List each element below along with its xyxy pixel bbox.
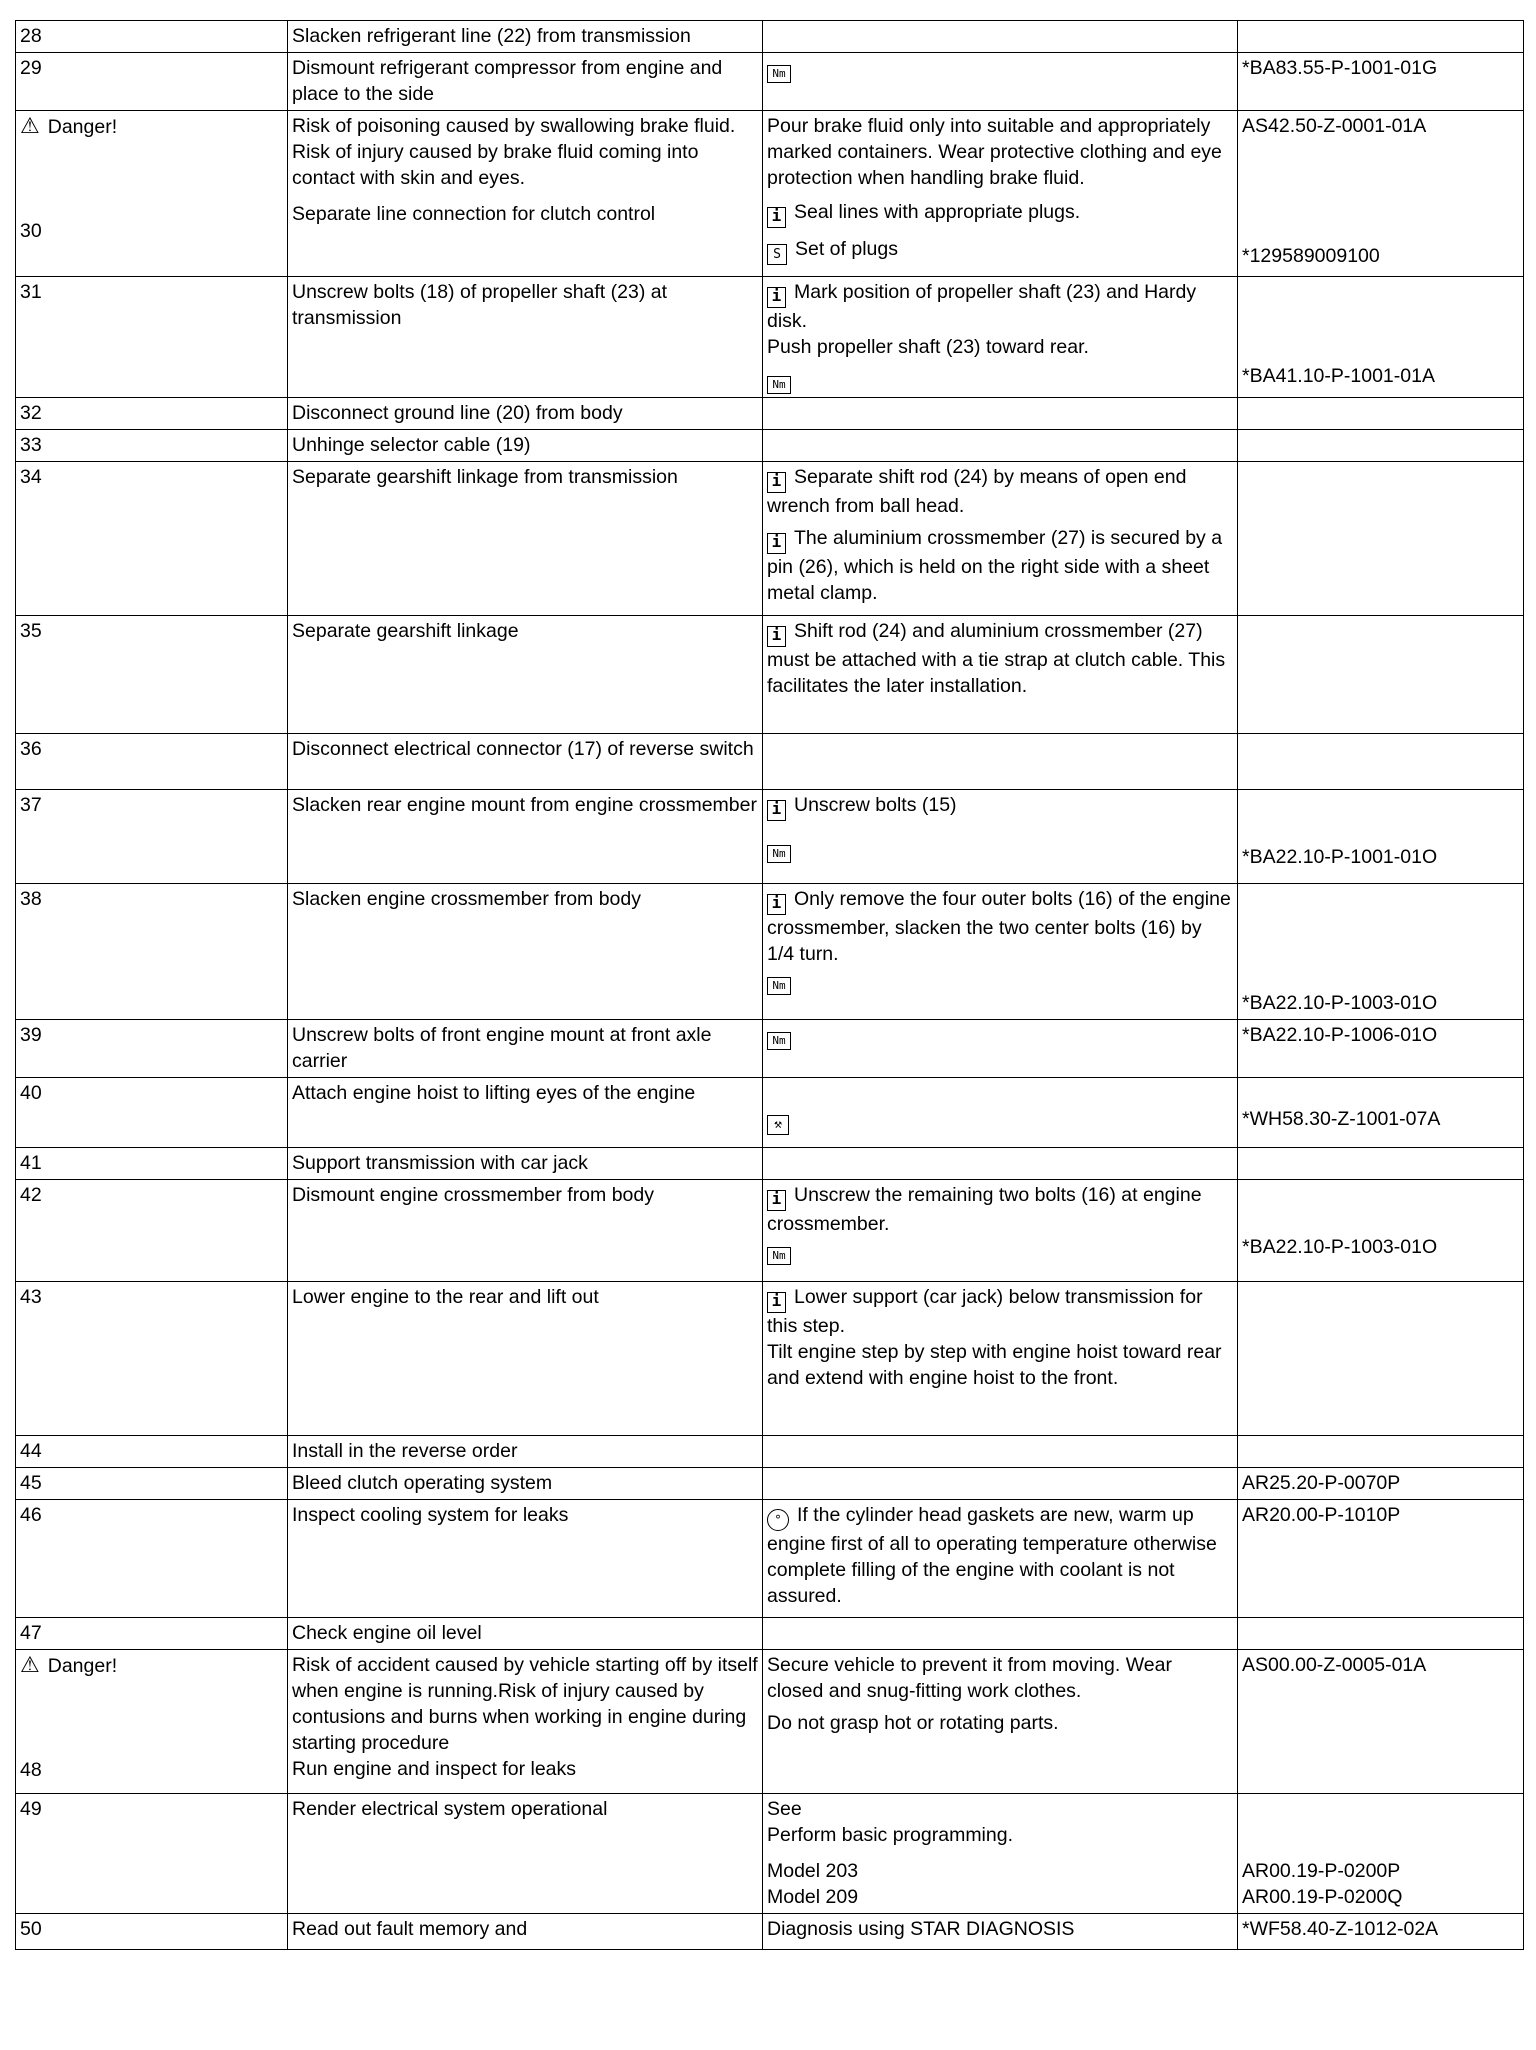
step-number: 48 <box>20 1759 42 1781</box>
procedure-table <box>15 20 1524 1950</box>
step-number: 37 <box>16 790 288 884</box>
model-label: Model 209 <box>767 1886 859 1908</box>
note-text: Mark position of propeller shaft (23) and Hardy disk. <box>767 281 1197 332</box>
step-number: 32 <box>16 398 288 430</box>
operation-text: Dismount engine crossmember from body <box>288 1180 763 1282</box>
step-number: 35 <box>16 616 288 734</box>
operation-text: Unhinge selector cable (19) <box>288 430 763 462</box>
danger-label: Danger! <box>47 116 118 138</box>
note-text: See <box>767 1798 802 1820</box>
step-number: 29 <box>16 53 288 111</box>
note-text: Lower support (car jack) below transmission for this step. <box>767 1286 1203 1337</box>
danger-label: Danger! <box>47 1655 118 1677</box>
engine-warm-icon: ° <box>767 1509 789 1531</box>
reference-link[interactable]: AR25.20-P-0070P <box>1238 1468 1524 1500</box>
table-row <box>16 111 1524 277</box>
operation-text: Slacken refrigerant line (22) from transmission <box>288 21 763 53</box>
operation-text: Install in the reverse order <box>288 1436 763 1468</box>
step-number: 31 <box>16 277 288 398</box>
operation-text: Slacken engine crossmember from body <box>288 884 763 1020</box>
step-number: 41 <box>16 1148 288 1180</box>
table-row <box>16 734 1524 790</box>
table-row <box>16 53 1524 111</box>
step-number: 45 <box>16 1468 288 1500</box>
operation-text: Separate line connection for clutch control <box>292 203 656 225</box>
table-row <box>16 1020 1524 1078</box>
step-number: 34 <box>16 462 288 616</box>
reference-link[interactable]: *BA22.10-P-1003-01O <box>1242 992 1438 1014</box>
operation-text: Unscrew bolts (18) of propeller shaft (23) at transmission <box>288 277 763 398</box>
reference-link[interactable]: *WF58.40-Z-1012-02A <box>1238 1914 1524 1950</box>
tool-part-number[interactable]: *129589009100 <box>1242 245 1380 267</box>
info-icon: i <box>767 1190 786 1211</box>
danger-warning-icon: ⚠ <box>20 113 40 138</box>
model-label: Model 203 <box>767 1860 859 1882</box>
table-row <box>16 462 1524 616</box>
operation-text: Unscrew bolts of front engine mount at front axle carrier <box>288 1020 763 1078</box>
step-number: 43 <box>16 1282 288 1436</box>
table-row <box>16 1180 1524 1282</box>
info-icon: i <box>767 1292 786 1313</box>
danger-note: Pour brake fluid only into suitable and appropriately marked containers. Wear protective clothing and eye protection when handling brake fluid. <box>767 115 1222 189</box>
reference-link[interactable]: AR00.19-P-0200P <box>1242 1860 1401 1882</box>
reference-link[interactable]: AR20.00-P-1010P <box>1238 1500 1524 1618</box>
torque-nm-icon: Nm <box>767 977 791 995</box>
table-row <box>16 790 1524 884</box>
table-row <box>16 1078 1524 1148</box>
operation-text: Render electrical system operational <box>288 1794 763 1914</box>
note-text: The aluminium crossmember (27) is secured by a pin (26), which is held on the right side with a sheet metal clamp. <box>767 527 1223 604</box>
operation-text: Slacken rear engine mount from engine crossmember <box>288 790 763 884</box>
reference-link[interactable]: *WH58.30-Z-1001-07A <box>1242 1108 1441 1130</box>
operation-text: Read out fault memory and <box>288 1914 763 1950</box>
torque-nm-icon: Nm <box>767 376 791 394</box>
reference-link[interactable]: AR00.19-P-0200Q <box>1242 1886 1403 1908</box>
table-row <box>16 1618 1524 1650</box>
step-number: 30 <box>20 220 42 242</box>
note-text: Unscrew the remaining two bolts (16) at engine crossmember. <box>767 1184 1202 1235</box>
special-tool-icon: S <box>767 244 787 265</box>
note-text: Shift rod (24) and aluminium crossmember (27) must be attached with a tie strap at clutch cable. This facilitates the later installation. <box>767 620 1226 697</box>
note-text: Unscrew bolts (15) <box>794 794 957 816</box>
operation-text: Support transmission with car jack <box>288 1148 763 1180</box>
operation-text: Disconnect electrical connector (17) of reverse switch <box>288 734 763 790</box>
table-row <box>16 616 1524 734</box>
info-icon: i <box>767 894 786 915</box>
info-icon: i <box>767 287 786 308</box>
table-row <box>16 884 1524 1020</box>
operation-text: Bleed clutch operating system <box>288 1468 763 1500</box>
operation-text: Run engine and inspect for leaks <box>292 1758 577 1780</box>
note-text: Perform basic programming. <box>767 1824 1013 1846</box>
note-text: Tilt engine step by step with engine hoist toward rear and extend with engine hoist to the front. <box>767 1341 1222 1389</box>
note-text: Separate shift rod (24) by means of open end wrench from ball head. <box>767 466 1187 517</box>
table-row <box>16 398 1524 430</box>
step-number: 40 <box>16 1078 288 1148</box>
table-row <box>16 1468 1524 1500</box>
table-row <box>16 1148 1524 1180</box>
reference-link[interactable]: *BA83.55-P-1001-01G <box>1238 53 1524 111</box>
engine-hoist-icon: ⚒ <box>767 1115 789 1135</box>
table-row <box>16 1500 1524 1618</box>
reference-link[interactable]: *BA22.10-P-1003-01O <box>1242 1236 1438 1258</box>
step-number: 44 <box>16 1436 288 1468</box>
reference-link[interactable]: *BA22.10-P-1001-01O <box>1242 846 1438 868</box>
step-number: 33 <box>16 430 288 462</box>
info-icon: i <box>767 533 786 554</box>
operation-text: Attach engine hoist to lifting eyes of the engine <box>288 1078 763 1148</box>
danger-note: Secure vehicle to prevent it from moving. Wear closed and snug-fitting work clothes. <box>767 1654 1172 1702</box>
info-icon: i <box>767 472 786 493</box>
note-text: Push propeller shaft (23) toward rear. <box>767 336 1089 358</box>
operation-text: Check engine oil level <box>288 1618 763 1650</box>
table-row <box>16 21 1524 53</box>
note-text: Only remove the four outer bolts (16) of the engine crossmember, slacken the two center bolts (16) by 1/4 turn. <box>767 888 1231 965</box>
note-text: Diagnosis using STAR DIAGNOSIS <box>763 1914 1238 1950</box>
step-number: 38 <box>16 884 288 1020</box>
operation-text: Dismount refrigerant compressor from engine and place to the side <box>288 53 763 111</box>
table-row <box>16 277 1524 398</box>
operation-text: Disconnect ground line (20) from body <box>288 398 763 430</box>
operation-text: Lower engine to the rear and lift out <box>288 1282 763 1436</box>
torque-nm-icon: Nm <box>767 65 791 83</box>
reference-link[interactable]: *BA41.10-P-1001-01A <box>1242 365 1435 387</box>
table-row <box>16 1436 1524 1468</box>
danger-text: Risk of poisoning caused by swallowing brake fluid. Risk of injury caused by brake fluid coming into contact with skin and eyes. <box>292 115 736 189</box>
danger-warning-icon: ⚠ <box>20 1652 40 1677</box>
torque-nm-icon: Nm <box>767 1247 791 1265</box>
info-icon: i <box>767 626 786 647</box>
operation-text: Inspect cooling system for leaks <box>288 1500 763 1618</box>
danger-note: Do not grasp hot or rotating parts. <box>767 1712 1059 1734</box>
note-text: Seal lines with appropriate plugs. <box>794 201 1081 223</box>
info-icon: i <box>767 207 786 228</box>
operation-text: Separate gearshift linkage <box>288 616 763 734</box>
table-row <box>16 430 1524 462</box>
step-number: 36 <box>16 734 288 790</box>
note-text: Set of plugs <box>795 238 898 260</box>
step-number: 39 <box>16 1020 288 1078</box>
table-row <box>16 1650 1524 1794</box>
torque-nm-icon: Nm <box>767 845 791 863</box>
step-number: 47 <box>16 1618 288 1650</box>
reference-link[interactable]: *BA22.10-P-1006-01O <box>1238 1020 1524 1078</box>
table-row <box>16 1282 1524 1436</box>
danger-text: Risk of accident caused by vehicle starting off by itself when engine is running.Risk of injury caused by contusions and burns when working in engine during starting procedure <box>292 1654 758 1754</box>
torque-nm-icon: Nm <box>767 1032 791 1050</box>
table-row <box>16 1794 1524 1914</box>
table-row <box>16 1914 1524 1950</box>
operation-text: Separate gearshift linkage from transmission <box>288 462 763 616</box>
note-text: If the cylinder head gaskets are new, warm up engine first of all to operating temperature otherwise complete filling of the engine with coolant is not assured. <box>767 1504 1217 1607</box>
step-number: 49 <box>16 1794 288 1914</box>
step-number: 42 <box>16 1180 288 1282</box>
step-number: 28 <box>16 21 288 53</box>
step-number: 50 <box>16 1914 288 1950</box>
reference-link[interactable]: AS00.00-Z-0005-01A <box>1238 1650 1524 1794</box>
info-icon: i <box>767 800 786 821</box>
step-number: 46 <box>16 1500 288 1618</box>
reference-link[interactable]: AS42.50-Z-0001-01A <box>1242 115 1427 137</box>
